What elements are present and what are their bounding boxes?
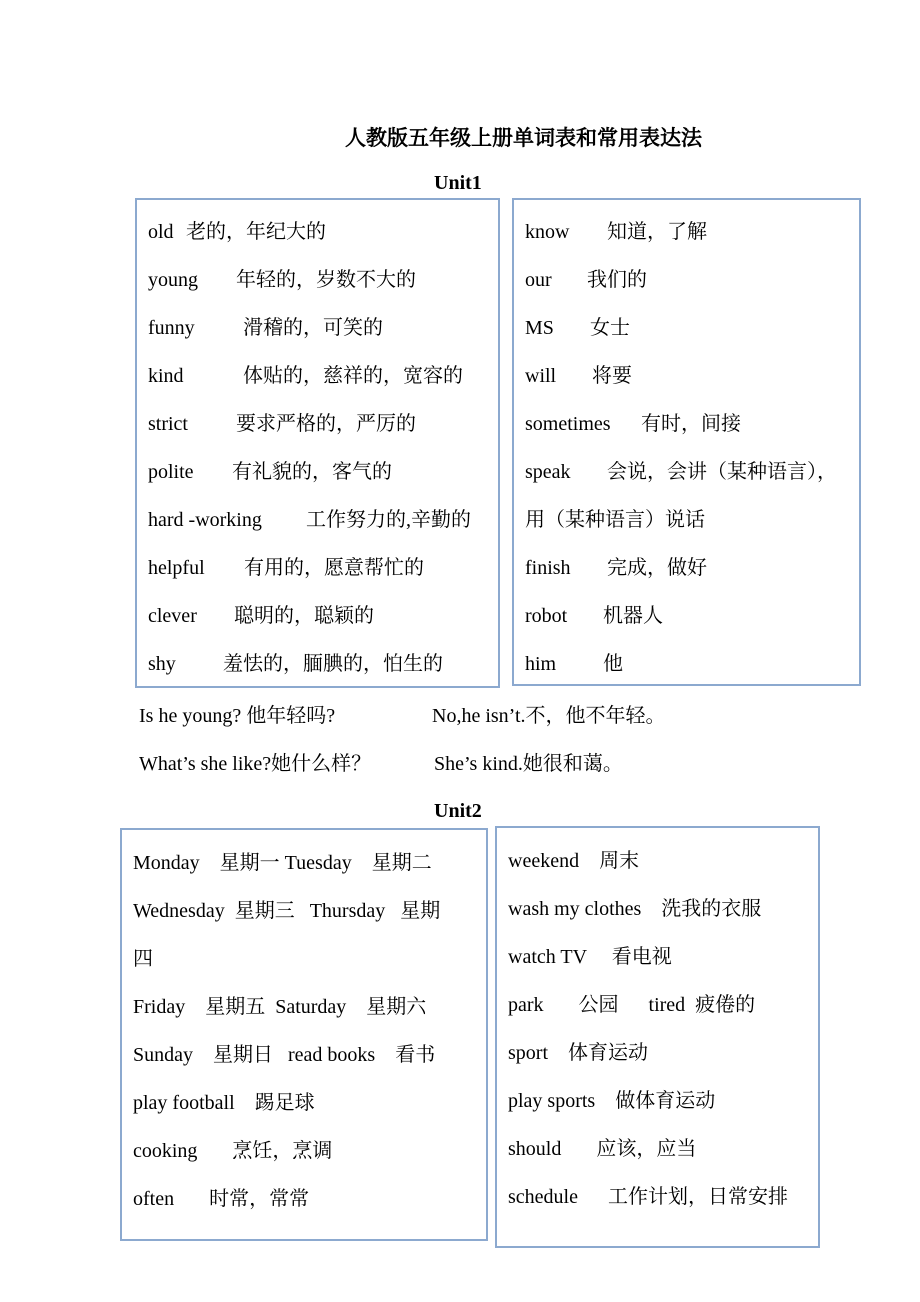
vocab-row: wash my clothes 洗我的衣服	[508, 898, 762, 920]
vocab-en: clever	[148, 605, 197, 627]
vocab-en: helpful	[148, 557, 205, 579]
vocab-zh: 老的，年纪大的	[186, 221, 326, 243]
unit2-heading: Unit2	[434, 800, 482, 822]
vocab-zh: 女士	[590, 317, 630, 339]
vocab-en: strict	[148, 413, 188, 435]
vocab-zh: 会说，会讲（某种语言），	[607, 461, 837, 483]
vocab-row	[525, 604, 663, 628]
unit2-left-vocab-box	[120, 828, 488, 1241]
vocab-en: our	[525, 269, 552, 291]
expression-answer: She’s kind.她很和蔼。	[434, 753, 623, 775]
vocab-zh: 工作努力的,辛勤的	[306, 509, 471, 531]
vocab-row	[525, 412, 741, 436]
vocab-zh: 有时，间接	[641, 413, 741, 435]
vocab-row	[148, 508, 471, 532]
vocab-row: 四	[133, 948, 153, 970]
expression-question: Is he young? 他年轻吗?	[139, 705, 336, 727]
vocab-row: weekend 周末	[508, 850, 640, 872]
vocab-row: play sports 做体育运动	[508, 1090, 716, 1112]
vocab-row	[525, 316, 630, 340]
vocab-zh: 知道，了解	[607, 221, 707, 243]
vocab-row: play football 踢足球	[133, 1092, 315, 1114]
unit1-right-vocab-box	[512, 198, 861, 686]
vocab-en: will	[525, 365, 557, 387]
vocab-zh: 机器人	[603, 605, 663, 627]
vocab-row: park 公园 tired 疲倦的	[508, 994, 756, 1016]
vocab-row: Wednesday 星期三 Thursday 星期	[133, 900, 441, 922]
vocab-en: polite	[148, 461, 194, 483]
vocab-row	[148, 412, 416, 436]
vocab-row	[148, 268, 416, 292]
vocab-row	[525, 556, 707, 580]
vocab-row: schedule 工作计划，日常安排	[508, 1186, 788, 1208]
vocab-zh: 将要	[592, 365, 632, 387]
vocab-en: hard -working	[148, 509, 262, 531]
vocab-en: robot	[525, 605, 568, 627]
vocab-row: sport 体育运动	[508, 1042, 648, 1064]
vocab-zh: 聪明的，聪颖的	[234, 605, 374, 627]
vocab-row	[525, 652, 623, 676]
vocab-row	[148, 316, 383, 340]
vocab-zh: 滑稽的，可笑的	[243, 317, 383, 339]
vocab-zh: 有用的，愿意帮忙的	[244, 557, 424, 579]
vocab-row	[148, 652, 443, 676]
vocab-row: Sunday 星期日 read books 看书	[133, 1044, 436, 1066]
vocab-row	[148, 220, 326, 244]
vocab-row	[148, 556, 424, 580]
vocab-row: cooking 烹饪，烹调	[133, 1140, 333, 1162]
vocab-en: funny	[148, 317, 195, 339]
vocab-zh: 要求严格的，严厉的	[236, 413, 416, 435]
vocab-row	[148, 364, 463, 388]
vocab-en: finish	[525, 557, 571, 579]
vocab-en: sometimes	[525, 413, 611, 435]
vocab-zh: 羞怯的，腼腆的，怕生的	[223, 653, 443, 675]
vocab-row: watch TV 看电视	[508, 946, 672, 968]
vocab-zh: 用（某种语言）说话	[525, 509, 705, 531]
expression-question: What’s she like?她什么样？	[139, 753, 372, 775]
vocab-row	[148, 460, 392, 484]
vocab-en: him	[525, 653, 557, 675]
vocab-en: kind	[148, 365, 184, 387]
vocab-en: old	[148, 221, 174, 243]
vocab-row: should 应该，应当	[508, 1138, 697, 1160]
vocab-row	[525, 220, 707, 244]
vocab-row: often 时常，常常	[133, 1188, 310, 1210]
vocab-en: MS	[525, 317, 554, 339]
vocab-row: Monday 星期一 Tuesday 星期二	[133, 852, 432, 874]
vocab-zh: 我们的	[587, 269, 647, 291]
vocab-en: young	[148, 269, 198, 291]
vocab-zh: 有礼貌的，客气的	[232, 461, 392, 483]
vocab-row: Friday 星期五 Saturday 星期六	[133, 996, 427, 1018]
expression-answer: No,he isn’t.不，他不年轻。	[432, 705, 666, 727]
vocab-zh: 体贴的，慈祥的，宽容的	[243, 365, 463, 387]
unit1-heading: Unit1	[434, 172, 482, 194]
unit2-right-vocab-box	[495, 826, 820, 1248]
vocab-zh: 年轻的，岁数不大的	[236, 269, 416, 291]
vocab-zh: 他	[603, 653, 623, 675]
vocab-en: speak	[525, 461, 571, 483]
vocab-row	[525, 508, 705, 532]
vocab-row	[525, 460, 837, 484]
vocab-en: know	[525, 221, 570, 243]
document-title: 人教版五年级上册单词表和常用表达法	[345, 126, 702, 150]
vocab-en: shy	[148, 653, 176, 675]
vocab-row	[525, 364, 632, 388]
unit1-left-vocab-box	[135, 198, 500, 688]
vocab-row	[148, 604, 374, 628]
vocab-zh: 完成，做好	[607, 557, 707, 579]
vocab-row	[525, 268, 647, 292]
